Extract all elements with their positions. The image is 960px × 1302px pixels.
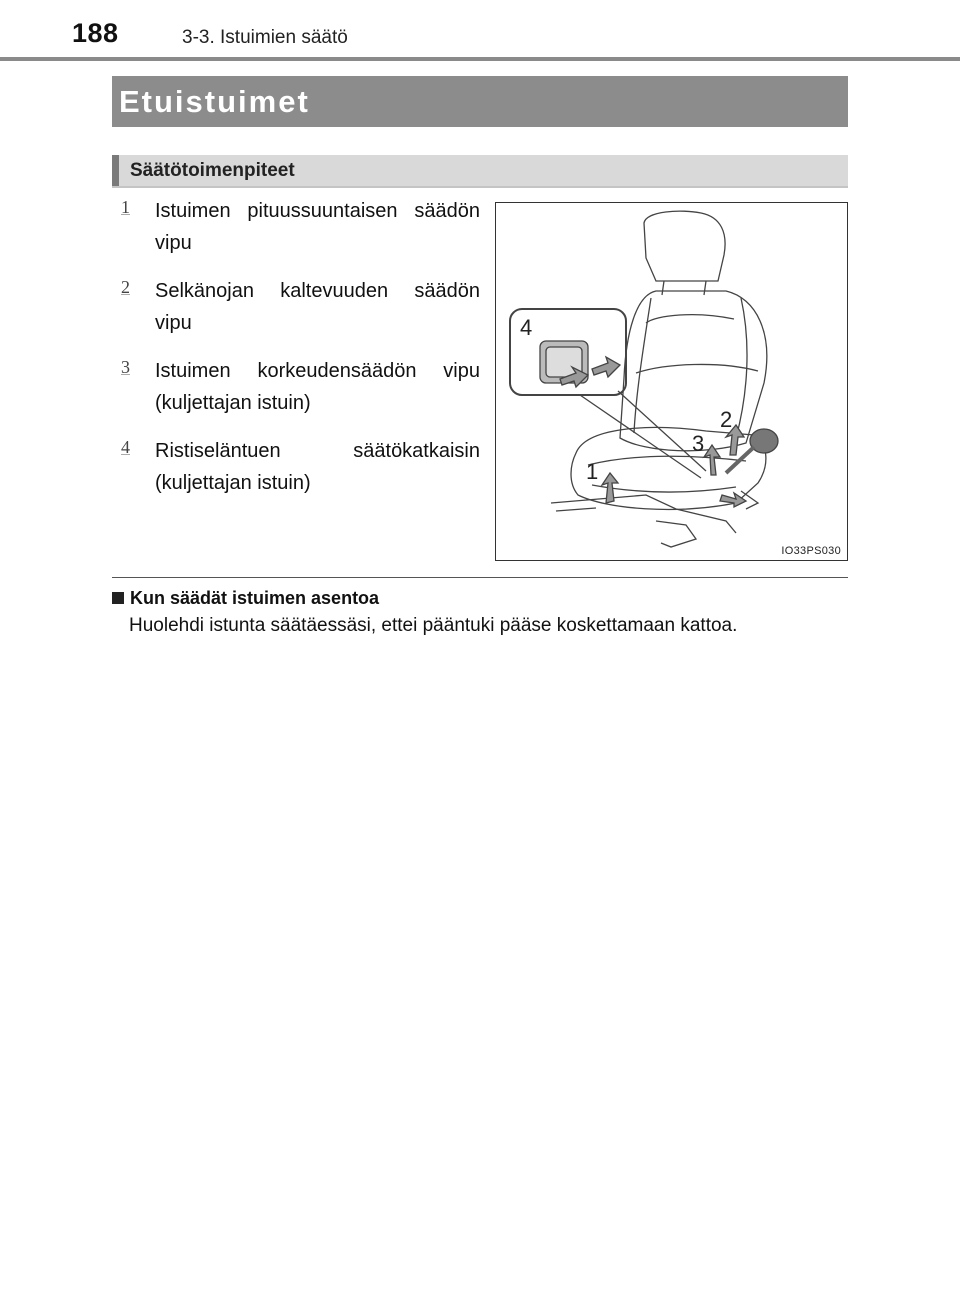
item-number: 2 (121, 277, 130, 297)
seat-illustration (495, 202, 848, 561)
square-bullet-icon (112, 592, 124, 604)
item-text: Selkänojan kaltevuuden säädön vipu (155, 280, 480, 334)
list-item (112, 355, 480, 419)
section-header (112, 155, 848, 188)
adjustment-list (112, 195, 480, 515)
item-text: Istuimen pituussuuntaisen säädön vipu (155, 200, 480, 254)
svg-text:1: 1 (586, 459, 599, 484)
svg-text:3: 3 (692, 431, 705, 456)
svg-text:4: 4 (520, 315, 533, 340)
note-heading: Kun säädät istuimen asentoa (130, 588, 380, 608)
title-banner (112, 76, 848, 127)
svg-text:2: 2 (720, 407, 733, 432)
note-heading-row (112, 588, 848, 609)
item-text: Ristiseläntuen säätökatkaisin (kuljettajan istuin) (155, 440, 480, 494)
item-number: 1 (121, 197, 130, 217)
section-divider (112, 577, 848, 578)
item-number: 4 (121, 437, 130, 457)
seat-drawing (496, 203, 847, 560)
breadcrumb: 3-3. Istuimien säätö (182, 27, 348, 48)
section-title: Säätötoimenpiteet (130, 159, 295, 181)
item-text: Istuimen korkeudensäädön vipu (kuljettajan istuin) (155, 360, 480, 414)
page-title: Etuistuimet (119, 83, 310, 119)
list-item (112, 275, 480, 339)
section-accent (112, 155, 119, 186)
list-item (112, 435, 480, 499)
figure-code: IO33PS030 (781, 545, 841, 557)
note-block (112, 588, 848, 639)
header-divider (0, 57, 960, 61)
page-number: 188 (72, 18, 119, 48)
item-number: 3 (121, 357, 130, 377)
note-body: Huolehdi istunta säätäessäsi, ettei pääntuki pääse koskettamaan kattoa. (129, 615, 738, 636)
list-item (112, 195, 480, 259)
